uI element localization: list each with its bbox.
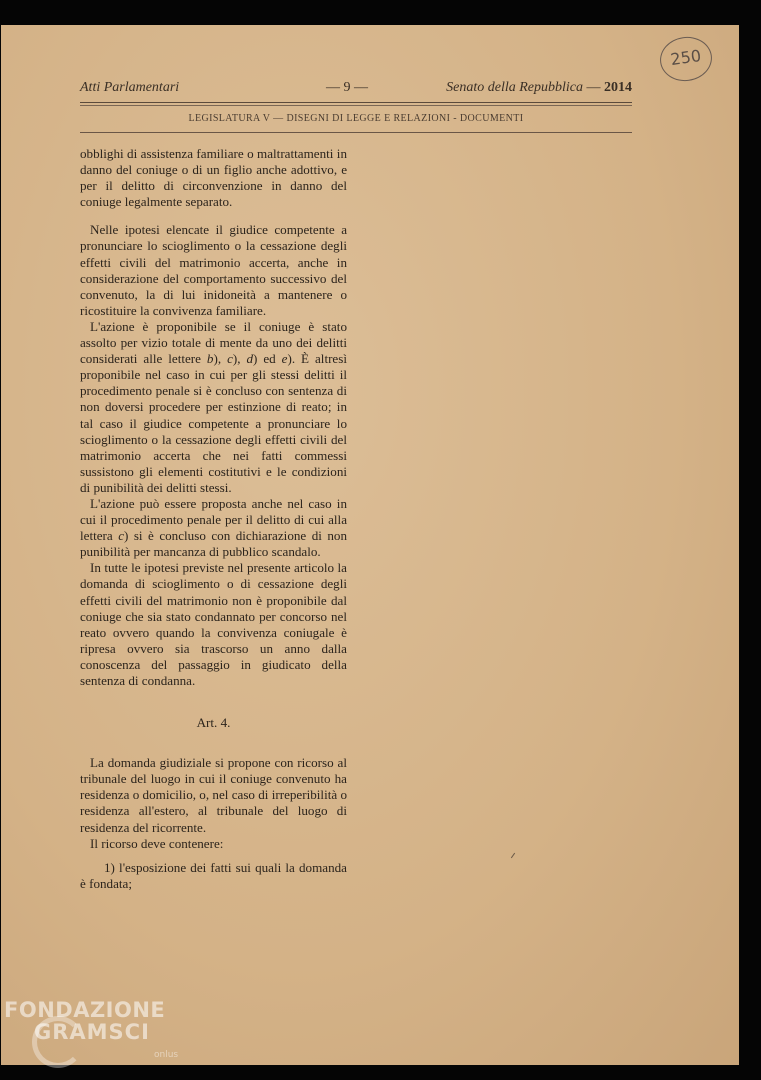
paragraph-6: La domanda giudiziale si propone con ricorso al tribunale del luogo in cui il coniuge convenuto ha residenza o domicilio, o, nel caso di irreperibilità o residenza all'estero, al tribunale del luogo di residenza del ricorrente. — [80, 755, 347, 835]
paragraph-2: Nelle ipotesi elencate il giudice competente a pronunciare lo scioglimento o la cessazione degli effetti civili del matrimonio accerta, anche in considerazione del comportamento successivo del convenuto, la di lui inidoneità a mantenere o ricostituire la convivenza familiare. — [80, 222, 347, 318]
text-column — [80, 146, 347, 904]
subheader-rule — [80, 132, 632, 133]
p3-letter-d: d — [246, 351, 254, 367]
watermark-line-3: onlus — [154, 1050, 179, 1060]
p3-letter-c: c — [227, 351, 233, 367]
page-header — [80, 80, 632, 100]
header-right — [446, 80, 632, 96]
p3-text-g: ) ed — [253, 351, 282, 367]
paragraph-4 — [80, 496, 347, 560]
page-number-stamp: 250 — [657, 34, 715, 85]
p3-text-c: ), — [213, 351, 228, 367]
fondazione-gramsci-watermark — [4, 998, 194, 1073]
header-rule-thin — [80, 105, 632, 106]
subheader: LEGISLATURA V — DISEGNI DI LEGGE E RELAZIONI - DOCUMENTI — [188, 113, 524, 124]
paragraph-7: Il ricorso deve contenere: — [90, 835, 224, 851]
p4-letter-c: c — [118, 528, 124, 544]
p4-text-a: L'azione può essere proposta anche nel caso in cui il procedimento penale per il delitto di cui alla lettera — [80, 495, 347, 544]
header-rule — [80, 102, 632, 103]
paragraph-1: obblighi di assistenza familiare o maltrattamenti in danno del coniuge o di un figlio anche adottivo, e per il delitto di circonvenzione in danno del coniuge legalmente separato. — [80, 146, 347, 210]
header-right-number: 2014 — [604, 80, 632, 95]
watermark-line-1: FONDAZIONE — [4, 998, 166, 1022]
header-right-title: Senato della Repubblica — [446, 80, 583, 95]
p3-text-i: ). È altresì proponibile nel caso in cui per gli stessi delitti il procedimento penale si è concluso con sentenza di non doversi procedere per estinzione di reato; in tal caso il giudice competente a pronunciare lo scioglimento o la cessazione degli effetti civili del matrimonio accerta che nei fatti commessi sussistono gli elementi costitutivi e le condizioni di punibilità dei delitti stessi. — [80, 351, 347, 495]
paragraph-5: In tutte le ipotesi previste nel presente articolo la domanda di scioglimento o di cessazione degli effetti civili del matrimonio non è proponibile dal coniuge che sia stato condannato per concorso nel reato ovvero quando la convivenza coniugale è ripresa ovvero sia trascorso un anno dalla conoscenza del passaggio in giudicato della sentenza di condanna. — [80, 560, 347, 688]
header-page-number: — 9 — — [326, 80, 368, 95]
p3-letter-e: e — [281, 351, 288, 367]
p3-text-a: L'azione è proponibile se il coniuge è stato assolto per vizio totale di mente da uno dei delitti considerati alle lettere — [80, 318, 347, 367]
p3-letter-b: b — [206, 351, 214, 367]
header-left: Atti Parlamentari — [80, 80, 180, 95]
paragraph-3 — [80, 319, 347, 496]
p3-text-e: ), — [232, 351, 247, 367]
article-heading: Art. 4. — [196, 715, 231, 731]
p4-text-c: ) si è concluso con dichiarazione di non punibilità per mancanza di pubblico scandalo. — [80, 528, 347, 560]
paragraph-8: 1) l'esposizione dei fatti sui quali la domanda è fondata; — [80, 859, 347, 891]
watermark-line-2: GRAMSCI — [34, 1020, 150, 1044]
header-right-sep: — — [583, 80, 604, 95]
